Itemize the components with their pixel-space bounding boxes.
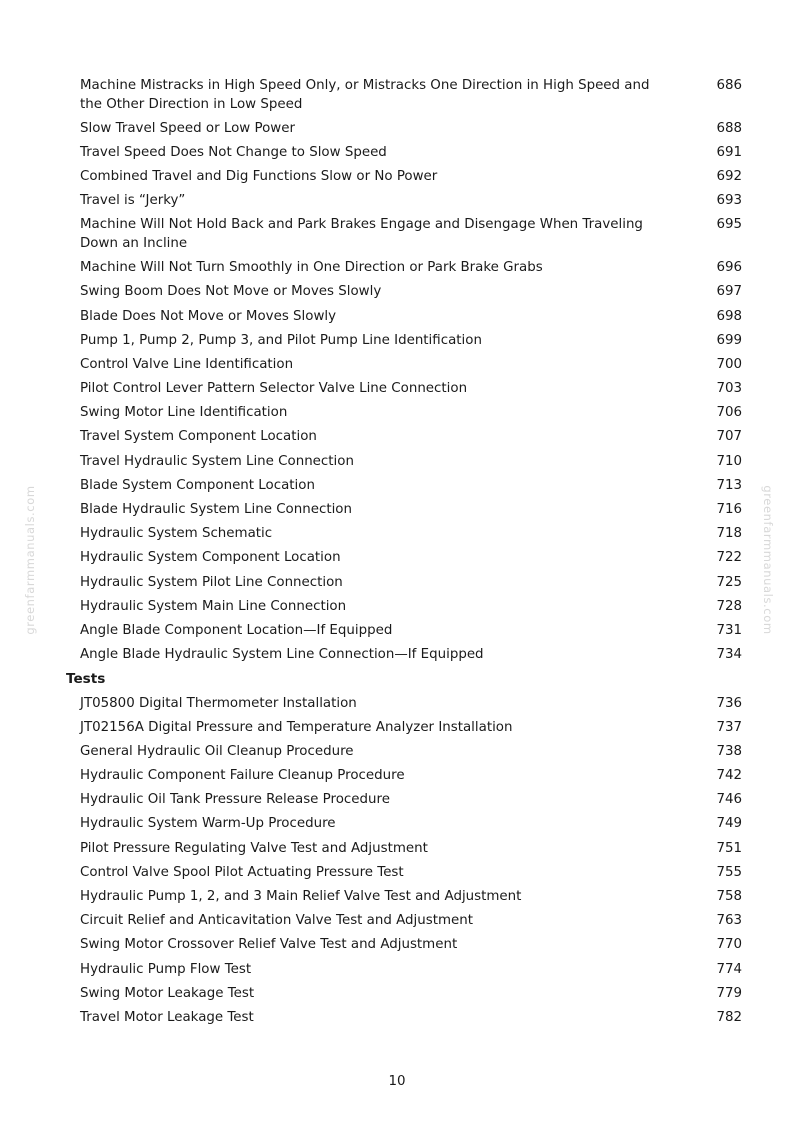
toc-entry-title[interactable]: Hydraulic Pump Flow Test bbox=[80, 961, 252, 977]
toc-entry[interactable] bbox=[0, 574, 794, 593]
toc-entry-title[interactable]: Combined Travel and Dig Functions Slow or No Power bbox=[80, 169, 438, 185]
toc-entry-title[interactable]: Hydraulic System Component Location bbox=[80, 550, 341, 566]
watermark-left: greenfarmmanuals.com bbox=[23, 485, 37, 635]
toc-entry-page[interactable]: 699 bbox=[716, 332, 742, 348]
toc-entry-title[interactable]: Control Valve Line Identification bbox=[80, 356, 294, 372]
toc-entry[interactable] bbox=[0, 356, 794, 375]
toc-entry[interactable] bbox=[0, 815, 794, 834]
toc-entry[interactable] bbox=[0, 767, 794, 786]
toc-entry[interactable] bbox=[0, 598, 794, 617]
toc-entry-page[interactable]: 696 bbox=[716, 260, 742, 276]
toc-entry-page[interactable]: 722 bbox=[716, 550, 742, 566]
toc-entry-page[interactable]: 770 bbox=[716, 937, 742, 953]
toc-entry-title[interactable]: Travel System Component Location bbox=[80, 429, 317, 445]
toc-entry[interactable] bbox=[0, 120, 794, 139]
toc-entry[interactable] bbox=[0, 622, 794, 641]
toc-entry-page[interactable]: 755 bbox=[716, 864, 742, 880]
toc-entry-title[interactable]: Swing Boom Does Not Move or Moves Slowly bbox=[80, 284, 382, 300]
watermark-right: greenfarmmanuals.com bbox=[761, 485, 775, 635]
page-number: 10 bbox=[388, 1074, 406, 1089]
toc-entry-title[interactable]: Hydraulic Oil Tank Pressure Release Procedure bbox=[80, 792, 390, 808]
toc-entry-page[interactable]: 718 bbox=[716, 526, 742, 542]
toc-entry-title[interactable]: Travel is “Jerky” bbox=[80, 193, 186, 209]
toc-entry-title[interactable]: Pilot Pressure Regulating Valve Test and Adjustment bbox=[80, 840, 428, 856]
toc-entry-page[interactable]: 728 bbox=[716, 598, 742, 614]
toc-entry[interactable] bbox=[0, 985, 794, 1004]
toc-entry-page[interactable]: 736 bbox=[716, 695, 742, 711]
toc-entry-page[interactable]: 758 bbox=[716, 889, 742, 904]
toc-entry-title[interactable]: Machine Will Not Turn Smoothly in One Direction or Park Brake Grabs bbox=[80, 260, 543, 276]
toc-entry[interactable] bbox=[0, 428, 794, 447]
toc-entry-title[interactable]: Hydraulic System Main Line Connection bbox=[80, 598, 347, 614]
toc-entry-title[interactable]: Swing Motor Crossover Relief Valve Test and Adjustment bbox=[80, 937, 458, 953]
toc-entry[interactable] bbox=[0, 912, 794, 931]
toc-entry[interactable] bbox=[0, 259, 794, 278]
toc-entry[interactable] bbox=[0, 549, 794, 568]
toc-entry-page[interactable]: 779 bbox=[716, 985, 742, 1001]
toc-entry[interactable] bbox=[0, 332, 794, 351]
toc-entry-page[interactable]: 737 bbox=[716, 719, 742, 735]
section-heading-tests: Tests bbox=[66, 671, 106, 688]
toc-entry[interactable] bbox=[0, 144, 794, 163]
toc-entry-page[interactable]: 731 bbox=[716, 622, 742, 638]
toc-entry-page[interactable]: 691 bbox=[716, 144, 742, 160]
toc-entry[interactable] bbox=[0, 283, 794, 302]
toc-entry[interactable] bbox=[0, 77, 794, 114]
toc-entry-page[interactable]: 716 bbox=[716, 502, 742, 517]
toc-entry-page[interactable]: 749 bbox=[716, 816, 742, 832]
toc-entry-title[interactable]: Swing Motor Line Identification bbox=[80, 405, 288, 421]
toc-entry-title[interactable]: General Hydraulic Oil Cleanup Procedure bbox=[80, 743, 354, 759]
toc-entry-page[interactable]: 742 bbox=[716, 768, 742, 784]
toc-entry-page[interactable]: 774 bbox=[716, 961, 742, 977]
toc-entry-title[interactable]: Angle Blade Component Location—If Equipped bbox=[80, 622, 393, 638]
toc-entry-title[interactable]: Angle Blade Hydraulic System Line Connection—If Equipped bbox=[80, 647, 484, 663]
toc-entry-title[interactable]: Slow Travel Speed or Low Power bbox=[80, 120, 295, 136]
toc-entry-page[interactable]: 706 bbox=[716, 405, 742, 421]
toc-entry[interactable] bbox=[0, 477, 794, 496]
toc-entry-title[interactable]: Swing Motor Leakage Test bbox=[80, 985, 255, 1001]
toc-entry-page[interactable]: 707 bbox=[716, 429, 742, 445]
toc-entry[interactable] bbox=[0, 192, 794, 211]
toc-group-troubleshooting bbox=[0, 77, 794, 665]
toc-entry[interactable] bbox=[0, 380, 794, 399]
toc-entry[interactable] bbox=[0, 791, 794, 810]
toc-entry-title[interactable]: Travel Speed Does Not Change to Slow Speed bbox=[80, 144, 387, 160]
toc-entry-title[interactable]: Control Valve Spool Pilot Actuating Pressure Test bbox=[80, 864, 404, 880]
toc-entry[interactable] bbox=[0, 1009, 794, 1028]
toc-entry-page[interactable]: 746 bbox=[716, 792, 742, 808]
toc-entry[interactable] bbox=[0, 308, 794, 327]
toc-entry[interactable] bbox=[0, 888, 794, 907]
toc-entry-page[interactable]: 751 bbox=[716, 840, 742, 856]
toc-entry[interactable] bbox=[0, 840, 794, 859]
toc-entry-title[interactable]: Blade Hydraulic System Line Connection bbox=[80, 502, 352, 517]
toc-entry-title[interactable]: Hydraulic Pump 1, 2, and 3 Main Relief Valve Test and Adjustment bbox=[80, 889, 522, 904]
table-of-contents bbox=[0, 77, 794, 1033]
toc-entry[interactable] bbox=[0, 864, 794, 883]
toc-entry[interactable] bbox=[0, 961, 794, 980]
toc-entry-title[interactable]: Hydraulic System Warm-Up Procedure bbox=[80, 816, 336, 832]
toc-entry-page[interactable]: 725 bbox=[716, 574, 742, 590]
toc-entry-page[interactable]: 700 bbox=[716, 356, 742, 372]
toc-entry-title[interactable]: Pump 1, Pump 2, Pump 3, and Pilot Pump Line Identification bbox=[80, 332, 482, 348]
toc-entry-page[interactable]: 763 bbox=[716, 913, 742, 929]
toc-entry-page[interactable]: 734 bbox=[716, 647, 742, 663]
toc-entry-title[interactable]: Blade Does Not Move or Moves Slowly bbox=[80, 308, 337, 324]
toc-entry-title[interactable]: JT05800 Digital Thermometer Installation bbox=[80, 695, 357, 711]
toc-entry-page[interactable]: 713 bbox=[716, 477, 742, 493]
toc-entry[interactable] bbox=[0, 646, 794, 665]
toc-entry[interactable] bbox=[0, 216, 794, 253]
toc-entry-title[interactable]: Machine Will Not Hold Back and Park Brakes Engage and Disengage When Traveling Down an Incline bbox=[80, 217, 643, 251]
toc-entry[interactable] bbox=[0, 525, 794, 544]
toc-entry[interactable] bbox=[0, 404, 794, 423]
toc-entry-title[interactable]: Pilot Control Lever Pattern Selector Valve Line Connection bbox=[80, 381, 468, 397]
toc-entry[interactable] bbox=[0, 743, 794, 762]
toc-entry-page[interactable]: 697 bbox=[716, 284, 742, 300]
toc-entry-title[interactable]: Machine Mistracks in High Speed Only, or Mistracks One Direction in High Speed and the Other Direction in Low Speed bbox=[80, 78, 650, 112]
toc-entry-title[interactable]: Hydraulic System Pilot Line Connection bbox=[80, 574, 343, 590]
toc-group-tests bbox=[0, 695, 794, 1028]
toc-entry-title[interactable]: Travel Motor Leakage Test bbox=[80, 1009, 254, 1025]
toc-entry[interactable] bbox=[0, 936, 794, 955]
toc-entry-title[interactable]: Circuit Relief and Anticavitation Valve Test and Adjustment bbox=[80, 913, 474, 929]
toc-entry-page[interactable]: 693 bbox=[716, 193, 742, 209]
toc-entry-page[interactable]: 710 bbox=[716, 453, 742, 469]
toc-entry-page[interactable]: 688 bbox=[716, 120, 742, 136]
toc-entry-title[interactable]: Blade System Component Location bbox=[80, 477, 315, 493]
toc-entry-page[interactable]: 738 bbox=[716, 743, 742, 759]
toc-entry-title[interactable]: Hydraulic System Schematic bbox=[80, 526, 273, 542]
toc-entry[interactable] bbox=[0, 453, 794, 472]
toc-entry-page[interactable]: 695 bbox=[716, 217, 742, 233]
toc-entry[interactable] bbox=[0, 168, 794, 187]
toc-entry-title[interactable]: JT02156A Digital Pressure and Temperature Analyzer Installation bbox=[80, 719, 513, 735]
toc-entry-title[interactable]: Travel Hydraulic System Line Connection bbox=[80, 453, 354, 469]
toc-entry-page[interactable]: 686 bbox=[716, 78, 742, 93]
toc-entry-page[interactable]: 692 bbox=[716, 169, 742, 185]
toc-entry-title[interactable]: Hydraulic Component Failure Cleanup Procedure bbox=[80, 768, 405, 784]
toc-entry[interactable] bbox=[0, 719, 794, 738]
toc-entry-page[interactable]: 698 bbox=[716, 308, 742, 324]
toc-entry-page[interactable]: 782 bbox=[716, 1009, 742, 1025]
toc-entry[interactable] bbox=[0, 695, 794, 714]
toc-entry-page[interactable]: 703 bbox=[716, 381, 742, 397]
toc-entry[interactable] bbox=[0, 501, 794, 520]
